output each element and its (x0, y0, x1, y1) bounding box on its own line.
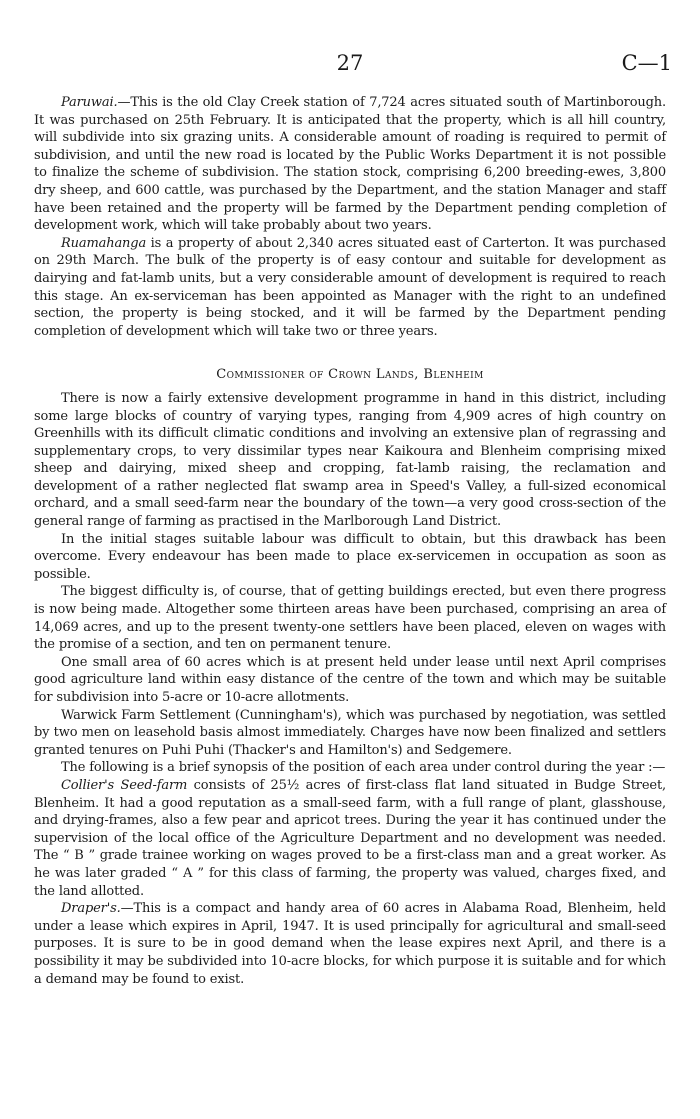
paragraph-lead: Ruamahanga (61, 235, 147, 251)
paragraph-lead: Paruwai. (61, 95, 118, 110)
paragraph-synopsis-intro: The following is a brief synopsis of the position of each area under control during the year :— (61, 760, 666, 776)
document-reference: C—1 (621, 51, 672, 75)
paragraph-colliers-seed-farm (34, 777, 666, 900)
section-heading: Commissioner of Crown Lands, Blenheim (216, 367, 484, 383)
paragraph-development-programme: There is now a fairly extensive development programme in hand in this district, including some large blocks of country of varying types, ranging from 4,909 acres of high country on Greenhills with its difficult climatic conditions and involving an extensive plan of regrassing and supplementary crops, to very dissimilar types near Kaikoura and Blenheim comprising mixed sheep and dairying, mixed sheep and cropping, fat-lamb raising, the reclamation and development of a rather neglected flat swamp area in Speed's Valley, a full-sized economical orchard, and a small seed-farm near the boundary of the town—a very good cross-section of the general range of farming as practised in the Marlborough Land District. (34, 390, 666, 530)
paragraph-lead: Collier's Seed-farm (61, 777, 188, 793)
paragraph-text: consists of 25½ acres of first-class flat land situated in Budge Street, Blenheim. It had a good reputation as a small-seed farm, with a full range of plant, glasshouse, and drying-frames, also a few pear and apricot trees. During the year it has continued under the supervision of the local office of the Agriculture Department and no development was needed. The “ B ” grade trainee working on wages proved to be a first-class man and a great worker. As he was later graded “ A ” for this class of farming, the property was valued, charges fixed, and the land allotted. (34, 777, 667, 899)
paragraph-buildings: The biggest difficulty is, of course, that of getting buildings erected, but even there progress is now being made. Altogether some thirteen areas have been purchased, comprising an area of 14,069 acres, and up to the present twenty-one settlers have been placed, eleven on wages with the promise of a section, and ten on permanent tenure. (34, 584, 666, 653)
paragraph-small-area: One small area of 60 acres which is at present held under lease until next April comprises good agriculture land within easy distance of the centre of the town and which may be suitable for subdivision into 5-acre or 10-acre allotments. (34, 654, 666, 705)
paragraph-lead: Draper's. (61, 901, 121, 917)
paragraph-labour: In the initial stages suitable labour was difficult to obtain, but this drawback has been overcome. Every endeavour has been made to place ex-servicemen in occupation as soon as possible. (34, 531, 666, 582)
paragraph-text: —This is a compact and handy area of 60 acres in Alabama Road, Blenheim, held under a lease which expires in April, 1947. It is used principally for agricultural and small-seed purposes. It is sure to be in good demand when the lease expires next April, and there is a possibility it may be subdivided into 10-acre blocks, for which purpose it is suitable and for which a demand may be found to exist. (34, 901, 666, 987)
page-number: 27 (336, 51, 364, 75)
paragraph-drapers (34, 900, 666, 988)
paragraph-paruwai (34, 94, 666, 235)
paragraph-text: is a property of about 2,340 acres situated east of Carterton. It was purchased on 29th March. The bulk of the property is of easy contour and suitable for development as dairying and fat-lamb units, but a very considerable amount of development is required to reach this stage. An ex-serviceman has been appointed as Manager with the right to an undefined section, the property is being stocked, and it will be farmed by the Department pending completion of development which will take two or three years. (34, 235, 666, 339)
paragraph-text: —This is the old Clay Creek station of 7,724 acres situated south of Martinborough. It was purchased on 25th February. It is anticipated that the property, which is all hill country, will subdivide into six grazing units. A considerable amount of roading is required to permit of subdivision, and until the new road is located by the Public Works Department it is not possible to finalize the scheme of subdivision. The station stock, comprising 6,200 breeding-ewes, 3,800 dry sheep, and 600 cattle, was purchased by the Department, and the station Manager and staff have been retained and the property will be farmed by the Department pending completion of development work, which will take probably about two years. (34, 95, 666, 234)
paragraph-ruamahanga (34, 235, 666, 341)
body-text (34, 94, 666, 988)
paragraph-warwick-farm: Warwick Farm Settlement (Cunningham's), which was purchased by negotiation, was settled by two men on leasehold basis almost immediately. Charges have now been finalized and settlers granted tenures on Puhi Puhi (Thacker's and Hamilton's) and Sedgemere. (34, 707, 666, 758)
